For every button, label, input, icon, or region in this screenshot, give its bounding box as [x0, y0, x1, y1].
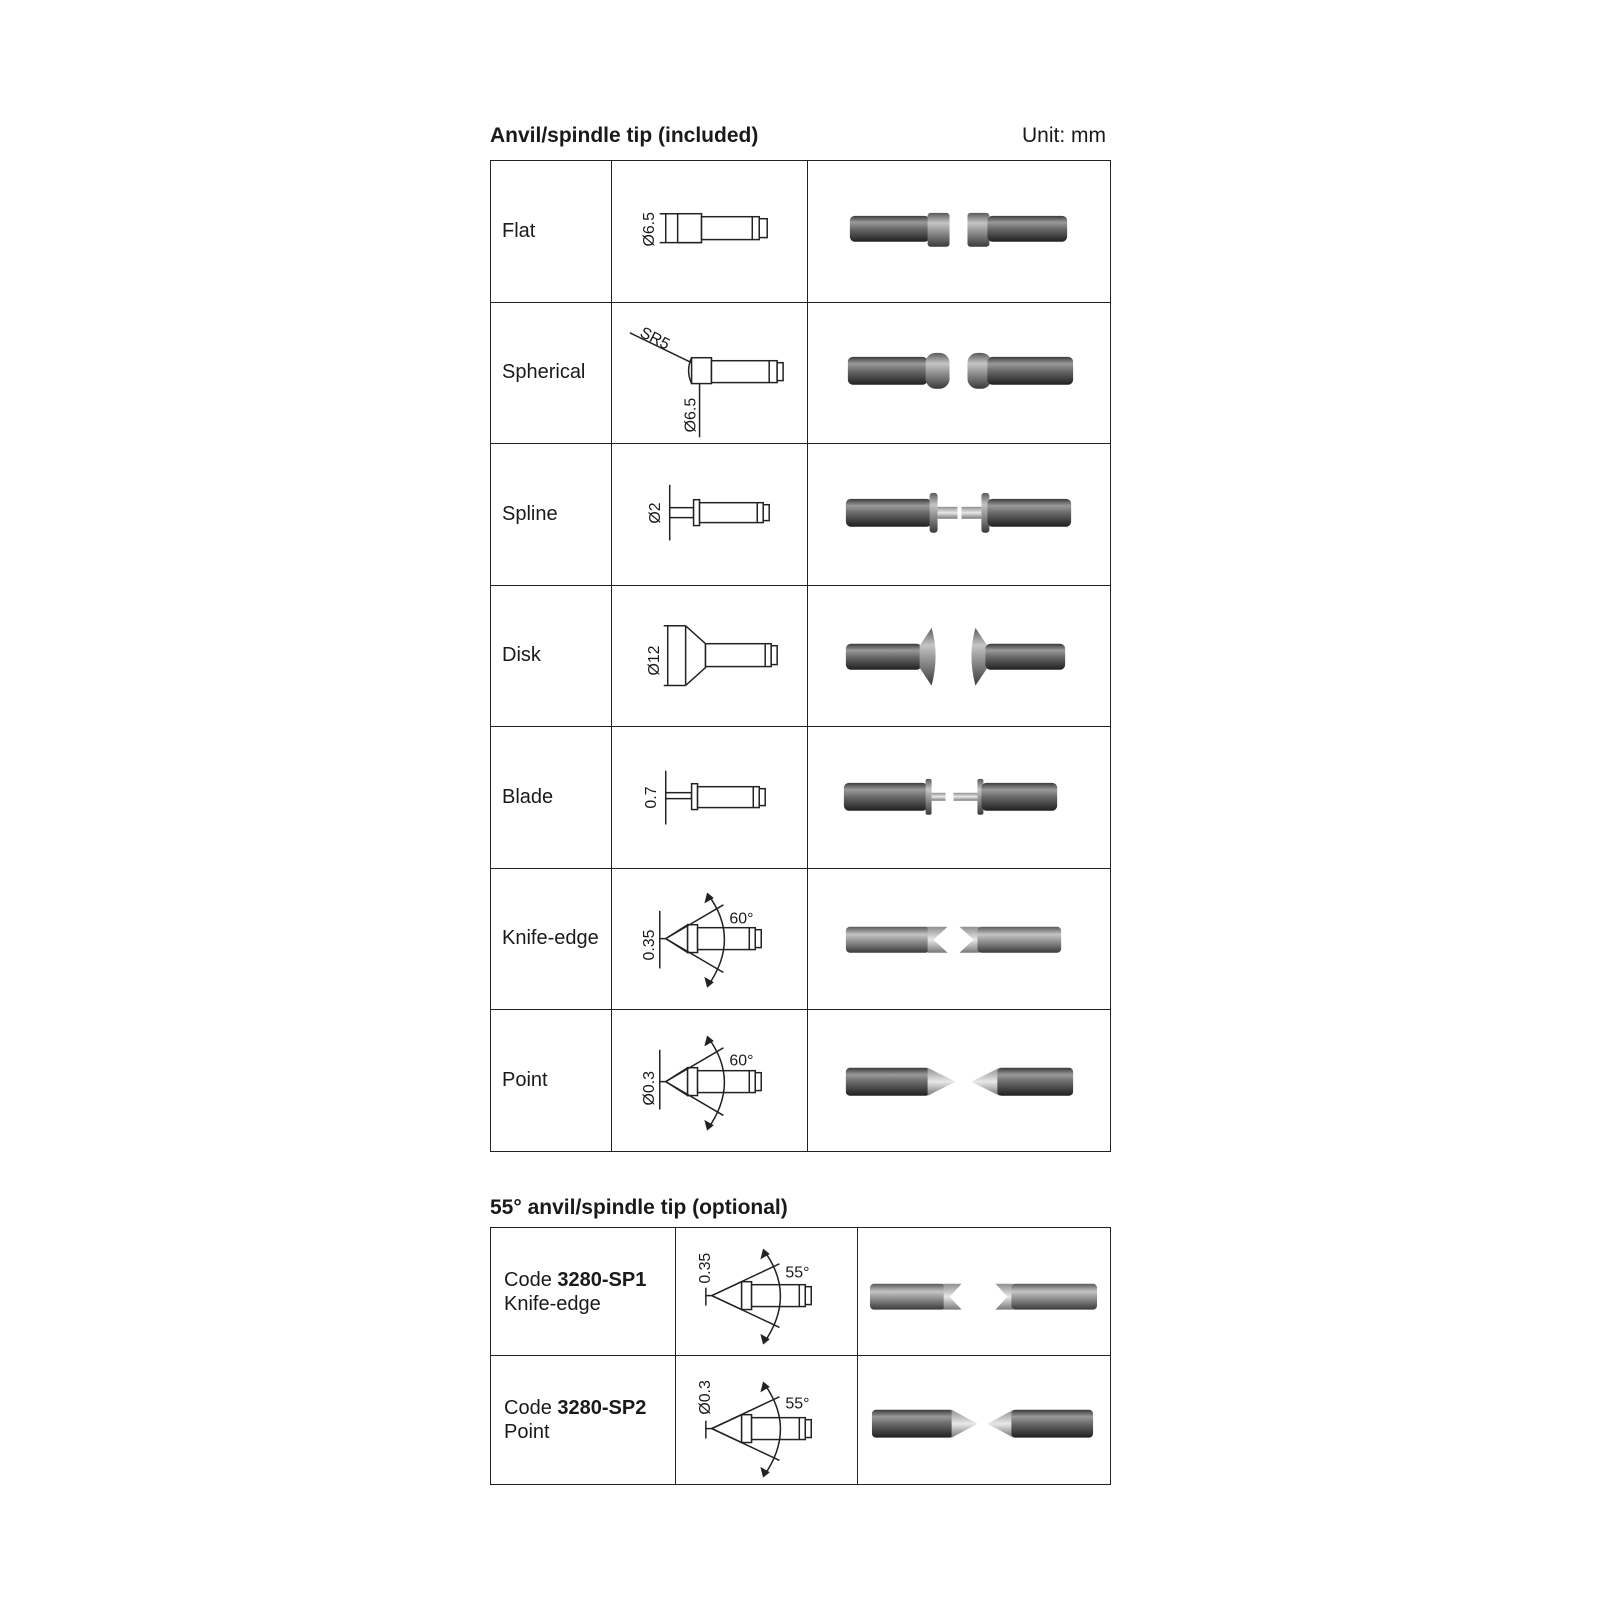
table-row: [491, 1010, 1111, 1152]
dimension-label: Ø0.3: [696, 1379, 714, 1415]
code-number: 3280-SP2: [557, 1397, 647, 1420]
spline-tip-photo: [808, 444, 1111, 586]
tip-name: Blade: [491, 727, 612, 869]
table-row: [491, 868, 1111, 1010]
spherical-tip-drawing: [612, 302, 808, 444]
table-row: [491, 1356, 1111, 1484]
angle-label: 60°: [729, 910, 754, 928]
knife-edge-tip-photo-svg: [808, 869, 1110, 1010]
tip-name: Disk: [491, 585, 612, 727]
blade-tip-photo: [808, 727, 1111, 869]
flat-tip-photo: [808, 161, 1111, 303]
optional-tips-table: [490, 1227, 1111, 1485]
knife-edge-tip-drawing: [612, 868, 808, 1010]
dimension-label: Ø6.5: [640, 212, 658, 247]
tip-name: Knife-edge: [504, 1292, 601, 1315]
tip-name: Point: [491, 1010, 612, 1152]
angle-label: 55°: [785, 1395, 810, 1413]
flat-tip-drawing: [612, 161, 808, 303]
spline-tip-photo-svg: [808, 444, 1110, 585]
blade-tip-photo-svg: [808, 727, 1110, 868]
point-55-photo: [858, 1356, 1111, 1484]
spherical-tip-photo: [808, 302, 1111, 444]
dimension-label: Ø2: [646, 502, 664, 524]
optional-section-title: 55° anvil/spindle tip (optional): [490, 1196, 788, 1219]
blade-tip-drawing: [612, 727, 808, 869]
point-tip-drawing: [612, 1010, 808, 1152]
dimension-label: Ø6.5: [682, 397, 700, 432]
angle-label: 55°: [785, 1264, 810, 1282]
point-tip-photo-svg: [808, 1010, 1110, 1151]
spherical-tip-drawing-svg: [612, 303, 807, 443]
dimension-label: Ø0.3: [640, 1071, 658, 1106]
dimension-label: 0.35: [696, 1252, 714, 1284]
tip-name: Flat: [491, 161, 612, 303]
code-number: 3280-SP1: [557, 1268, 647, 1291]
dimension-label: 0.7: [642, 786, 660, 809]
code-prefix: Code: [504, 1268, 552, 1291]
dimension-label: Ø12: [645, 645, 663, 676]
table-row: [491, 302, 1111, 444]
spherical-tip-photo-svg: [808, 303, 1110, 444]
included-tips-table: [490, 160, 1111, 1152]
knife-edge-tip-photo: [808, 868, 1111, 1010]
disk-tip-drawing-svg: [612, 586, 807, 726]
angle-label: 60°: [729, 1053, 754, 1071]
knife-edge-55-drawing-svg: [676, 1228, 857, 1355]
knife-edge-55-photo-svg: [858, 1228, 1110, 1355]
table-row: [491, 585, 1111, 727]
table-row: [491, 727, 1111, 869]
tip-name: Spline: [491, 444, 612, 586]
disk-tip-photo-svg: [808, 586, 1110, 727]
tip-name: Point: [504, 1421, 550, 1444]
code-cell: [491, 1228, 676, 1356]
table-row: [491, 161, 1111, 303]
point-55-drawing-svg: [676, 1357, 857, 1484]
tip-name: Knife-edge: [491, 868, 612, 1010]
spline-tip-drawing-svg: [612, 444, 807, 584]
knife-edge-tip-drawing-svg: [612, 869, 807, 1009]
point-55-photo-svg: [858, 1356, 1110, 1483]
included-section-title: Anvil/spindle tip (included): [490, 124, 759, 147]
unit-label: Unit: mm: [1022, 124, 1106, 147]
spline-tip-drawing: [612, 444, 808, 586]
flat-tip-photo-svg: [808, 161, 1110, 302]
code-cell: [491, 1356, 676, 1484]
dimension-label: 0.35: [640, 929, 658, 961]
blade-tip-drawing-svg: [612, 727, 807, 867]
flat-tip-drawing-svg: [612, 161, 807, 301]
table-row: [491, 1228, 1111, 1356]
point-tip-drawing-svg: [612, 1010, 807, 1150]
disk-tip-drawing: [612, 585, 808, 727]
radius-label: SR5: [637, 323, 673, 354]
code-prefix: Code: [504, 1397, 552, 1420]
tip-name: Spherical: [491, 302, 612, 444]
knife-edge-55-drawing: [676, 1228, 858, 1356]
point-tip-photo: [808, 1010, 1111, 1152]
point-55-drawing: [676, 1356, 858, 1484]
knife-edge-55-photo: [858, 1228, 1111, 1356]
table-row: [491, 444, 1111, 586]
disk-tip-photo: [808, 585, 1111, 727]
